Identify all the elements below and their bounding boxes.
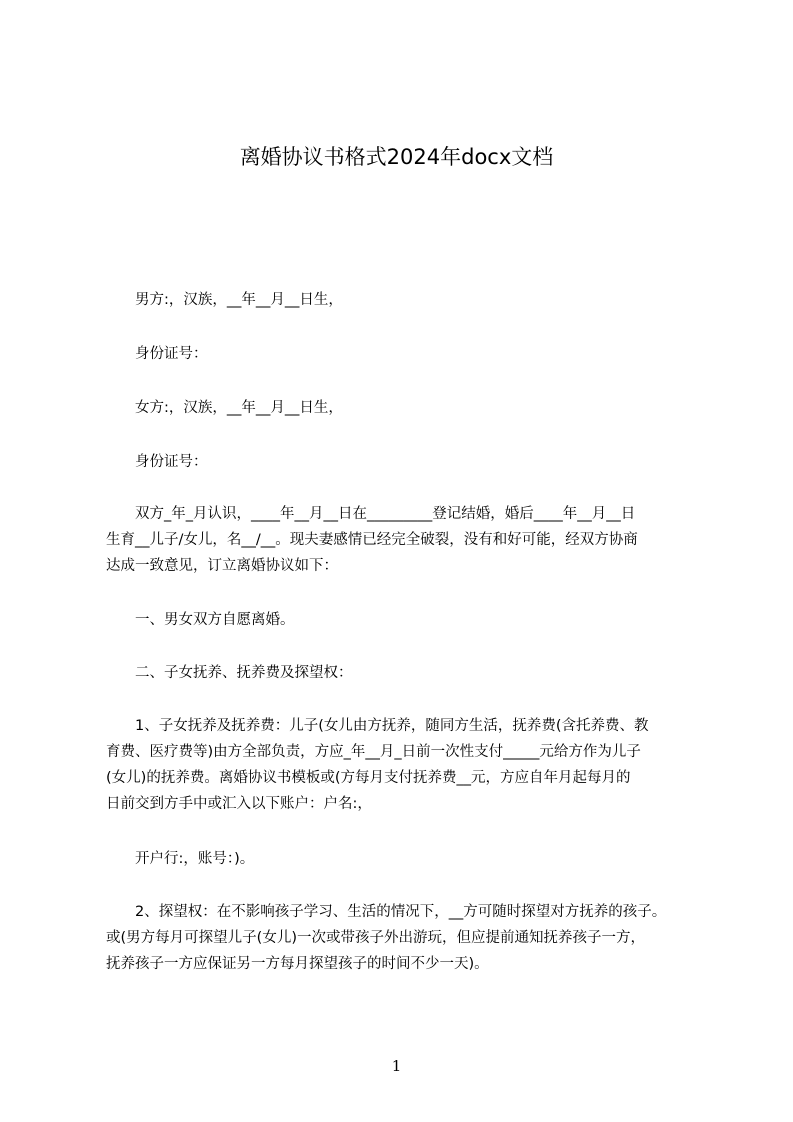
text-line: 一、男女双方自愿离婚。 — [106, 612, 295, 628]
paragraph-clause-1 — [106, 607, 706, 633]
document-title: 离婚协议书格式2024年docx文档 — [239, 145, 554, 169]
text-line: 2、探望权：在不影响孩子学习、生活的情况下，__方可随时探望对方抚养的孩子。 — [106, 904, 667, 920]
paragraph-visitation — [106, 899, 706, 977]
text-line: 双方_年_月认识，____年__月__日在_________登记结婚，婚后____年__月__日 — [106, 506, 636, 522]
text-line: 日前交到方手中或汇入以下账户：户名:， — [106, 796, 372, 812]
text-line: 二、子女抚养、抚养费及探望权： — [106, 665, 353, 681]
text-line: (女儿)的抚养费。离婚协议书模板或(方每月支付抚养费__元，方应自年月起每月的 — [106, 770, 631, 786]
text-line: 女方:，汉族，__年__月__日生， — [106, 400, 343, 416]
page-number: 1 — [391, 1057, 402, 1075]
paragraph-clause-2 — [106, 660, 706, 686]
paragraph-child-support — [106, 713, 706, 817]
text-line: 男方:，汉族，__年__月__日生， — [106, 292, 343, 308]
text-line: 身份证号： — [106, 454, 208, 470]
text-line: 生育__儿子/女儿，名__/__。现夫妻感情已经完全破裂，没有和好可能，经双方协商 — [106, 532, 638, 548]
text-line: 1、子女抚养及抚养费：儿子(女儿由方抚养，随同方生活，抚养费(含托养费、教 — [106, 718, 649, 734]
paragraph-female-party — [106, 395, 706, 421]
text-line: 育费、医疗费等)由方全部负责，方应_年__月_日前一次性支付_____元给方作为儿子 — [106, 744, 641, 760]
text-line: 身份证号： — [106, 346, 208, 362]
paragraph-female-id — [106, 449, 706, 475]
paragraph-male-id — [106, 341, 706, 367]
text-line: 或(男方每月可探望儿子(女儿)一次或带孩子外出游玩，但应提前通知抚养孩子一方， — [106, 930, 645, 946]
paragraph-male-party — [106, 287, 706, 313]
paragraph-bank-account — [106, 846, 706, 872]
text-line: 抚养孩子一方应保证另一方每月探望孩子的时间不少一天)。 — [106, 956, 489, 972]
paragraph-marriage-background — [106, 501, 706, 579]
text-line: 达成一致意见，订立离婚协议如下： — [106, 558, 338, 574]
text-line: 开户行:，账号：)。 — [106, 851, 255, 867]
